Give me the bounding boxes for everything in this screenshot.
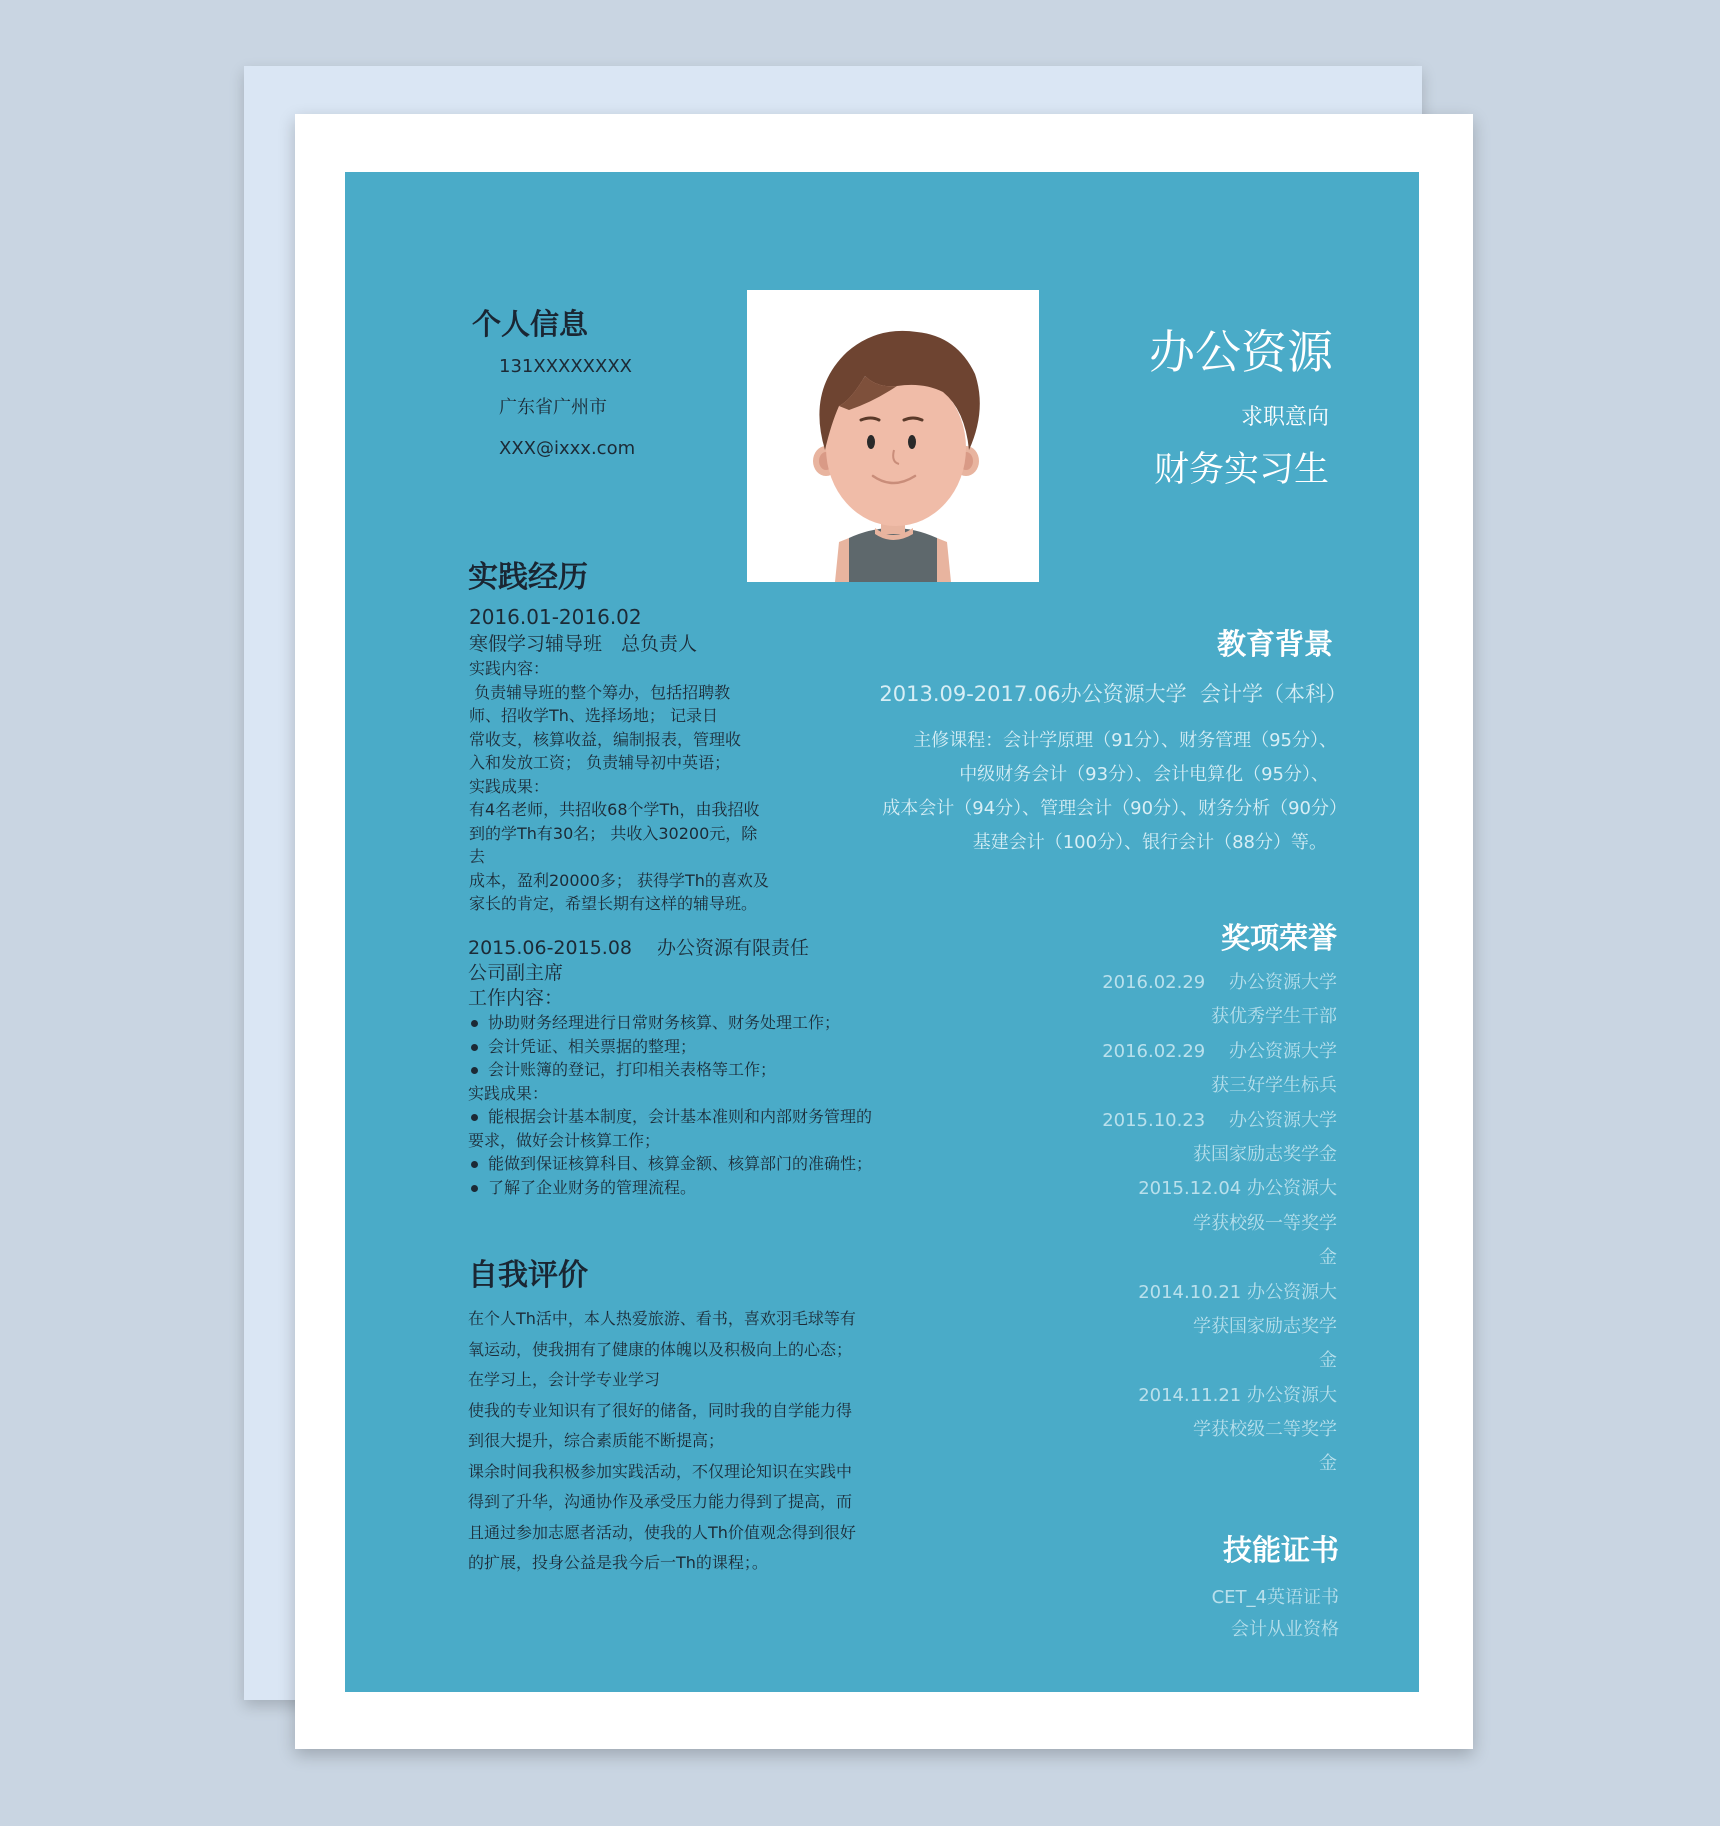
education-heading: 教育背景 <box>1216 627 1333 661</box>
skills-list <box>1079 1582 1339 1646</box>
exp2-result-label: 实践成果： <box>468 1083 549 1103</box>
self-eval-line: 在个人Th活中，本人热爱旅游、看书，喜欢羽毛球等有 <box>468 1309 856 1328</box>
education-main-line: 2013.09-2017.06办公资源大学 会计学（本科） <box>879 682 1347 706</box>
self-eval-line: 到很大提升，综合素质能不断提高； <box>468 1431 725 1450</box>
cert-line: CET_4英语证书 <box>1211 1587 1339 1608</box>
exp1-date: 2016.01-2016.02 <box>469 605 642 629</box>
exp1-line: 入和发放工资； 负责辅导初中英语； <box>469 753 731 772</box>
experience-2 <box>468 936 888 1199</box>
exp1-line: 到的学Th有30名； 共收入30200元，除 <box>469 823 758 843</box>
exp1-line: 家长的肯定，希望长期有这样的辅导班。 <box>469 894 758 913</box>
exp2-result-item: 能做到保证核算科目、核算金额、核算部门的准确性； <box>468 1152 888 1176</box>
award-line: 学获校级一等奖学 <box>1193 1212 1337 1234</box>
course-line: 主修课程：会计学原理（91分）、财务管理（95分）、 <box>913 730 1337 751</box>
course-line: 成本会计（94分）、管理会计（90分）、财务分析（90分） <box>882 798 1347 819</box>
exp2-result-item: 了解了企业财务的管理流程。 <box>468 1176 888 1200</box>
exp1-line: 去 <box>469 847 486 866</box>
course-line: 中级财务会计（93分）、会计电算化（95分）、 <box>959 764 1329 785</box>
exp1-line: 实践内容： <box>469 659 550 678</box>
self-eval-line: 得到了升华，沟通协作及承受压力能力得到了提高，而 <box>468 1492 853 1511</box>
exp1-line: 负责辅导班的整个筹办，包括招聘教 <box>469 682 731 702</box>
self-eval-line: 使我的专业知识有了很好的储备，同时我的自学能力得 <box>468 1400 853 1420</box>
exp1-line: 成本，盈利20000多； 获得学Th的喜欢及 <box>469 870 769 890</box>
awards-heading: 奖项荣誉 <box>1220 921 1337 955</box>
resume-panel <box>345 172 1419 1692</box>
exp2-work-item: 协助财务经理进行日常财务核算、财务处理工作； <box>468 1011 888 1035</box>
exp1-line: 常收支，核算收益，编制报表，管理收 <box>469 729 742 749</box>
award-line: 2015.10.23 办公资源大学 <box>1102 1109 1337 1131</box>
intention-value: 财务实习生 <box>1153 450 1329 490</box>
location-text: 广东省广州市 <box>499 397 607 418</box>
award-line: 金 <box>1319 1247 1337 1269</box>
exp1-line: 实践成果： <box>469 776 550 796</box>
exp2-result-item-cont: 要求，做好会计核算工作； <box>468 1130 661 1150</box>
profile-photo <box>747 290 1039 582</box>
award-line: 学获国家励志奖学 <box>1193 1315 1337 1337</box>
self-eval-line: 且通过参加志愿者活动，使我的人Th价值观念得到很好 <box>468 1522 856 1542</box>
award-line: 金 <box>1319 1453 1337 1475</box>
award-line: 2015.12.04 办公资源大 <box>1138 1178 1337 1200</box>
self-eval-line: 的扩展，投身公益是我今后一Th的课程；。 <box>468 1553 768 1572</box>
exp2-title: 公司副主席 <box>468 962 564 984</box>
award-line: 获优秀学生干部 <box>1211 1006 1337 1028</box>
award-line: 2014.11.21 办公资源大 <box>1138 1384 1337 1406</box>
exp2-work-item: 会计凭证、相关票据的整理； <box>468 1035 888 1059</box>
award-line: 2016.02.29 办公资源大学 <box>1102 1040 1337 1062</box>
intention-label: 求职意向 <box>1240 405 1329 430</box>
phone-text: 131XXXXXXXX <box>499 356 633 377</box>
award-line: 2014.10.21 办公资源大 <box>1138 1281 1337 1303</box>
award-line: 2016.02.29 办公资源大学 <box>1102 972 1337 993</box>
award-line: 获国家励志奖学金 <box>1193 1143 1337 1165</box>
self-eval-body <box>468 1304 898 1579</box>
award-line: 学获校级二等奖学 <box>1193 1419 1337 1441</box>
practice-heading: 实践经历 <box>468 560 588 595</box>
awards-list <box>1017 966 1337 1482</box>
exp1-line: 有4名老师，共招收68个学Th，由我招收 <box>469 800 760 819</box>
self-eval-line: 在学习上，会计学专业学习 <box>468 1370 661 1389</box>
award-line: 获三好学生标兵 <box>1211 1075 1337 1097</box>
self-eval-line: 课余时间我积极参加实践活动，不仅理论知识在实践中 <box>468 1461 853 1481</box>
cert-line: 会计从业资格 <box>1231 1619 1339 1640</box>
exp2-result-item: 能根据会计基本制度，会计基本准则和内部财务管理的 <box>468 1105 888 1129</box>
self-eval-line: 氧运动，使我拥有了健康的体魄以及积极向上的心态； <box>468 1339 853 1359</box>
exp2-work-item: 会计账簿的登记，打印相关表格等工作； <box>468 1058 888 1082</box>
personal-info-heading: 个人信息 <box>472 307 589 341</box>
exp1-line: 师、招收学Th、选择场地； 记录日 <box>469 706 719 725</box>
exp2-work-label: 工作内容： <box>468 987 564 1009</box>
self-eval-heading: 自我评价 <box>468 1258 588 1293</box>
course-line: 基建会计（100分）、银行会计（88分）等。 <box>972 832 1327 853</box>
education-courses <box>787 724 1347 860</box>
avatar-illustration <box>747 290 1039 582</box>
email-text: XXX@ixxx.com <box>499 438 636 459</box>
exp2-date-line: 2015.06-2015.08 办公资源有限责任 <box>468 937 810 959</box>
skills-heading: 技能证书 <box>1222 1533 1339 1567</box>
candidate-name: 办公资源 <box>1149 325 1333 379</box>
award-line: 金 <box>1319 1350 1337 1372</box>
exp1-title: 寒假学习辅导班 总负责人 <box>469 633 698 655</box>
